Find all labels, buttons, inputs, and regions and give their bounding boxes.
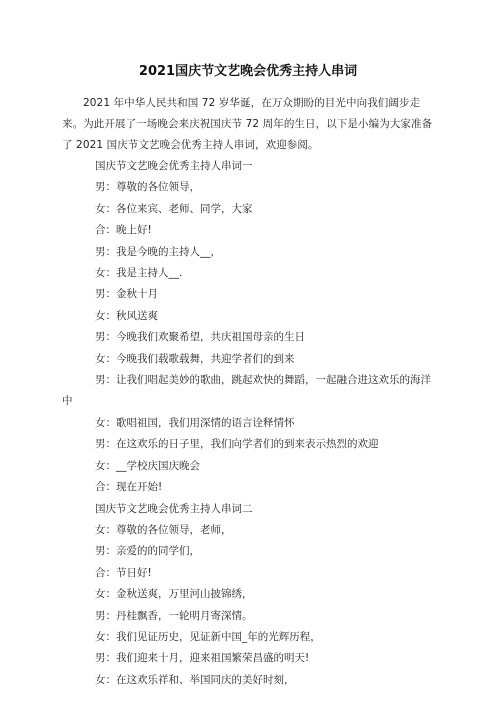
intro-paragraph: 2021 年中华人民共和国 72 岁华诞，在万众期盼的目光中向我们阔步走来。为此开展了一场晚会来庆祝国庆节 72 周年的生日，以下是小编为大家准备了 2021 国庆节文艺晚会优秀主持人串词，欢迎参阅。 xyxy=(62,97,433,151)
script-line: 女：各位来宾、老师、同学，大家 xyxy=(95,202,253,215)
script-line: 女：歌唱祖国，我们用深情的语言诠释情怀 xyxy=(95,416,295,429)
script-line: 女：我是主持人__. xyxy=(95,267,183,280)
script-line: 男：我是今晚的主持人__， xyxy=(95,245,221,258)
script-line: 合：晚上好! xyxy=(95,224,152,237)
script-line: 男：金秋十月 xyxy=(95,288,158,301)
script-line: 合：现在开始! xyxy=(95,481,163,494)
script-line: 女：秋风送爽 xyxy=(95,309,158,322)
script-line: 男：今晚我们欢聚希望，共庆祖国母亲的生日 xyxy=(95,331,305,344)
script-line: 男：尊敬的各位领导， xyxy=(95,181,200,194)
section-heading-1: 国庆节文艺晚会优秀主持人串词一 xyxy=(95,160,253,172)
document-title: 2021国庆节文艺晚会优秀主持人串词 xyxy=(138,64,358,79)
script-line: 合：节日好! xyxy=(95,566,152,579)
script-line: 男：让我们唱起美妙的歌曲，跳起欢快的舞蹈，一起融合进这欢乐的海洋中 xyxy=(62,374,431,408)
script-line: 男：在这欢乐的日子里，我们向学者们的到来表示热烈的欢迎 xyxy=(95,438,379,451)
script-line: 女：金秋送爽，万里河山披锦绣， xyxy=(95,588,253,601)
script-line: 男：我们迎来十月，迎来祖国繁荣昌盛的明天! xyxy=(95,652,310,665)
section-heading-2: 国庆节文艺晚会优秀主持人串词二 xyxy=(95,502,253,515)
script-line: 女：在这欢乐祥和、举国同庆的美好时刻， xyxy=(95,673,295,686)
script-line: 男：亲爱的的同学们， xyxy=(95,545,200,558)
script-line: 男：丹桂飘香，一轮明月寄深情。 xyxy=(95,609,253,622)
script-lines xyxy=(62,156,434,691)
script-line: 女：尊敬的各位领导，老师， xyxy=(95,523,232,536)
script-line: 女：__学校庆国庆晚会 xyxy=(95,459,200,472)
script-line: 女：我们见证历史，见证新中国_年的光辉历程， xyxy=(95,630,321,643)
script-line: 女：今晚我们载歌载舞，共迎学者们的到来 xyxy=(95,352,295,365)
